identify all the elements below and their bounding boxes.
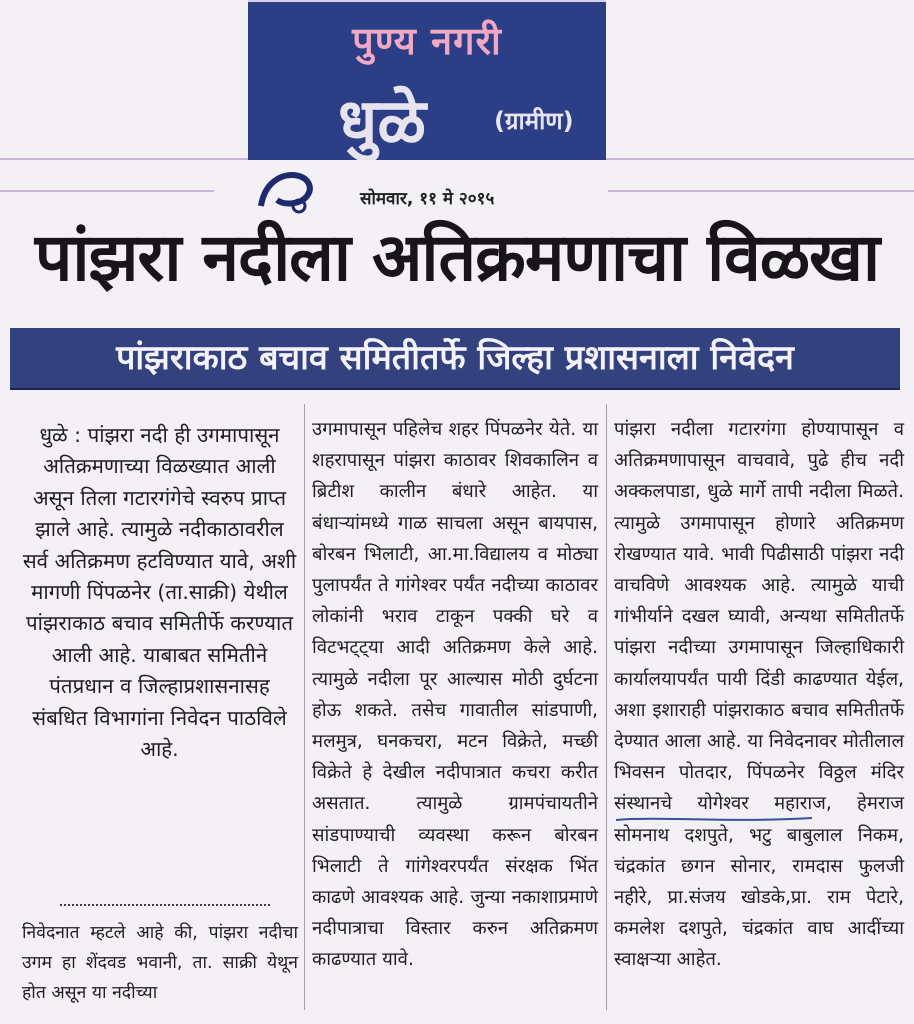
- article-body-col3: पांझरा नदीला गटारगंगा होण्यापासून व अतिक्रमणापासून वाचवावे, पुढे हीच नदी अक्कलपाडा, धुळे मार्गे तापी नदीला मिळते. त्यामुळे उगमापासून होणारे अतिक्रमण रोखण्यात यावे. भावी पिढीसाठी पांझरा नदी वाचविणे आवश्यक आहे. त्यामुळे याची गांभीर्याने दखल घ्यावी, अन्यथा समितीतर्फे पांझरा नदीच्या उगमापासून जिल्हाधिकारी कार्यालयापर्यंत पायी दिंडी काढण्यात येईल, अशा इशाराही पांझराकाठ बचाव समितीतर्फे देण्यात आला आहे. या निवेदनावर मोतीलाल भिवसन पोतदार, पिंपळनेर विठ्ठल मंदिर संस्थानचे योगेश्वर महाराज, हेमराज सोमनाथ दशपुते, भटु बाबुलाल निकम, चंद्रकांत छगन सोनार, रामदास फुलजी नहीरे, प्रा.संजय खोडके,प्रा. राम पेटारे, कमलेश दशपुते, चंद्रकांत वाघ आदींच्या स्वाक्षऱ्या आहेत.: [614, 419, 904, 971]
- edition-type: (ग्रामीण): [494, 107, 574, 135]
- article-body-col2: उगमापासून पहिलेच शहर पिंपळनेर येते. या शहरापासून पांझरा काठावर शिवकालिन व ब्रिटीश कालीन बंधारे आहेत. या बंधाऱ्यांमध्ये गाळ साचला असून बायपास, बोरबन भिलाटी, आ.मा.विद्यालय व मोठ्या पुलापर्यंत ते गांगेश्वर पर्यंत नदीच्या काठावर लोकांनी भराव टाकून पक्की घरे व विटभट्ट्या आदी अतिक्रमण केले आहे. त्यामुळे नदीला पूर आल्यास मोठी दुर्घटना होऊ शकते. तसेच गावातील सांडपाणी, मलमुत्र, घनकचरा, मटन विक्रेते, मच्छी विक्रेते हे देखील नदीपात्रात कचरा करीत असतात. त्यामुळे ग्रामपंचायतीने सांडपाण्याची व्यवस्था करून बोरबन भिलाटी ते गांगेश्वरपर्यंत संरक्षक भिंत काढणे आवश्यक आहे. जुन्या नकाशाप्रमाणे नदीपात्राचा विस्तार करुन अतिक्रमण काढण्यात यावे.: [312, 419, 598, 971]
- article-lead: धुळे : पांझरा नदी ही उगमापासून अतिक्रमणाच्या विळख्यात आली असून तिला गटारगंगेचे स्वरुप प्राप्त झाले आहे. त्यामुळे नदीकाठावरील सर्व अतिक्रमण हटविण्यात यावे, अशी मागणी पिंपळनेर (ता.साक्री) येथील पांझराकाठ बचाव समितीर्फे करण्यात आली आहे. याबाबत समितीने पंतप्रधान व जिल्हाप्रशासनासह संबधित विभागांना निवेदन पाठविले आहे.: [22, 423, 297, 762]
- edition-city: धुळे: [338, 86, 426, 160]
- column-rule: [304, 404, 305, 1010]
- article-body-col1: निवेदनात म्हटले आहे की, पांझरा नदीचा उगम हा शेंदवड भवानी, ता. साक्री येथून होत असून या नदीच्या: [22, 923, 298, 1003]
- page-rule-left: [0, 190, 214, 192]
- subheadline: पांझराकाठ बचाव समितीतर्फे जिल्हा प्रशासनाला निवेदन: [10, 328, 900, 388]
- page-rule-right: [608, 190, 914, 192]
- pen-underline-mark: [614, 814, 814, 824]
- column-rule: [606, 404, 607, 1010]
- section-divider: [60, 904, 270, 906]
- newspaper-masthead: [248, 0, 606, 160]
- headline: पांझरा नदीला अतिक्रमणाचा विळखा: [34, 219, 880, 296]
- paper-name: पुण्य नगरी: [352, 19, 502, 63]
- dateline: सोमवार, ११ मे २०१५: [360, 189, 495, 209]
